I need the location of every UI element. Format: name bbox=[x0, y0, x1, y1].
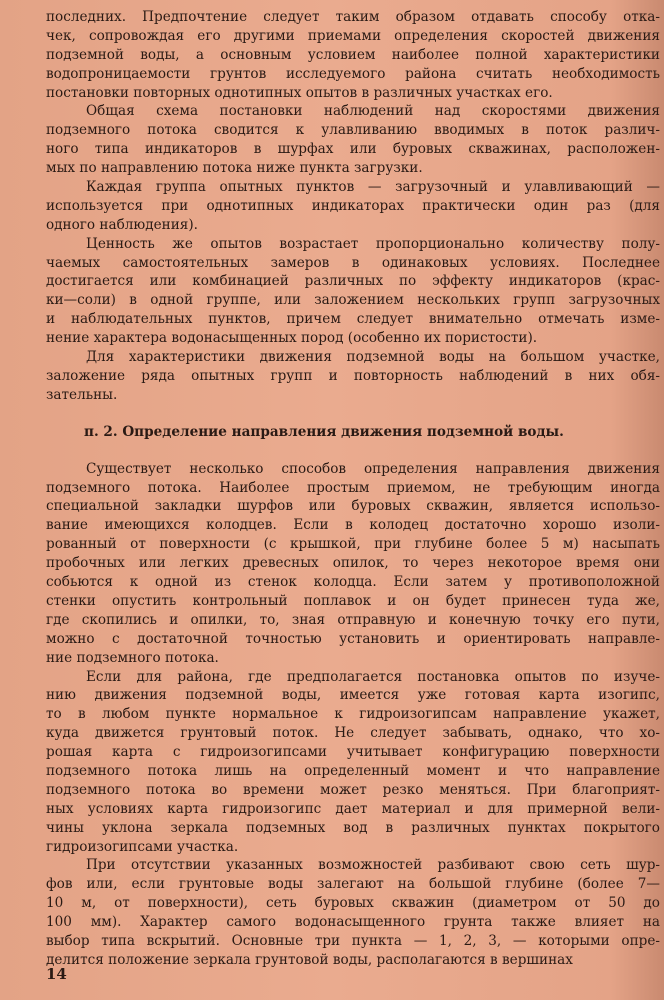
text-line: 10 м, от поверхности), сеть буровых скважин (диаметром от 50 до bbox=[46, 895, 660, 912]
text-line: Каждая группа опытных пунктов — загрузочный и улавливающий — bbox=[86, 179, 660, 196]
text-line: подземного потока сводится к улавливанию вводимых в поток различ- bbox=[46, 122, 660, 139]
text-line: используется при однотипных индикаторах практически один раз (для bbox=[46, 197, 660, 214]
text-line: постановки повторных однотипных опытов в различных участках его. bbox=[46, 84, 553, 101]
page-number: 14 bbox=[46, 965, 67, 983]
text-line: собьются к одной из стенок колодца. Если затем у противоположной bbox=[46, 574, 660, 591]
text-line: чаемых самостоятельных замеров в одинаковых условиях. Последнее bbox=[46, 254, 660, 271]
text-line: и наблюдательных пунктов, причем следует внимательно отмечать изме- bbox=[46, 311, 660, 328]
text-line: подземного потока во времени может резко меняться. При благоприят- bbox=[46, 781, 660, 798]
text-line: выбор типа вскрытий. Основные три пункта — 1, 2, 3, — которыми опре- bbox=[46, 932, 660, 949]
text-line: заложение ряда опытных групп и повторность наблюдений в них обя- bbox=[46, 367, 660, 384]
text-line: вание имеющихся колодцев. Если в колодец достаточно хорошо изоли- bbox=[46, 517, 660, 534]
text-line: Для характеристики движения подземной воды на большом участке, bbox=[86, 349, 660, 366]
text-line: куда движется грунтовый поток. Не следует забывать, однако, что хо- bbox=[46, 725, 660, 742]
text-line: 100 мм). Характер самого водонасыщенного грунта также влияет на bbox=[46, 914, 660, 931]
text-line: последних. Предпочтение следует таким образом отдавать способу отка- bbox=[46, 9, 660, 25]
text-line: ных условиях карта гидроизогипс дает материал и для примерной вели- bbox=[46, 800, 660, 817]
text-line: фов или, если грунтовые воды залегают на большой глубине (более 7— bbox=[46, 876, 660, 893]
text-line: пробочных или легких древесных опилок, то через некоторое время они bbox=[46, 555, 660, 572]
text-line: подземного потока. Наиболее простым приемом, не требующим иногда bbox=[46, 479, 660, 496]
text-line: делится положение зеркала грунтовой воды, располагаются в вершинах bbox=[46, 951, 573, 968]
text-line: Если для района, где предполагается постановка опытов по изуче- bbox=[86, 668, 660, 685]
text-before-heading bbox=[46, 8, 660, 405]
text-line: стенки опустить контрольный поплавок и он будет принесен туда же, bbox=[46, 592, 660, 609]
text-line: чины уклона зеркала подземных вод в различных пунктах покрытого bbox=[46, 819, 660, 836]
text-line: Существует несколько способов определения направления движения bbox=[86, 460, 660, 477]
text-line: гидроизогипсами участка. bbox=[46, 838, 239, 855]
section-heading: п. 2. Определение направления движения подземной воды. bbox=[84, 423, 564, 440]
text-line: рошая карта с гидроизогипсами учитывает конфигурацию поверхности bbox=[46, 744, 660, 761]
text-line: одного наблюдения). bbox=[46, 216, 198, 233]
text-line: подземной воды, а основным условием наиболее полной характеристики bbox=[46, 46, 660, 63]
text-line: подземного потока лишь на определенный момент и что направление bbox=[46, 762, 660, 779]
text-line: нение характера водонасыщенных пород (особенно их пористости). bbox=[46, 330, 538, 347]
text-line: достигается или комбинацией различных по эффекту индикаторов (крас- bbox=[46, 273, 660, 290]
text-line: нию движения подземной воды, имеется уже готовая карта изогипс, bbox=[46, 687, 660, 704]
text-line: Общая схема постановки наблюдений над скоростями движения bbox=[86, 103, 660, 120]
text-line: ние подземного потока. bbox=[46, 649, 219, 666]
text-line: где скопились и опилки, то, зная отправную и конечную точку его пути, bbox=[46, 611, 660, 628]
text-line: При отсутствии указанных возможностей разбивают свою сеть шур- bbox=[86, 857, 660, 874]
text-line: можно с достаточной точностью установить и ориентировать направле- bbox=[46, 630, 660, 647]
text-line: рованный от поверхности (с крышкой, при глубине более 5 м) насыпать bbox=[46, 536, 660, 553]
text-after-heading bbox=[46, 460, 660, 970]
text-line: чек, сопровождая его другими приемами определения скоростей движения bbox=[46, 27, 660, 44]
text-line: ного типа индикаторов в шурфах или буровых скважинах, расположен- bbox=[46, 141, 660, 158]
text-line: зательны. bbox=[46, 386, 118, 403]
text-line: Ценность же опытов возрастает пропорционально количеству полу- bbox=[86, 235, 660, 252]
text-line: мых по направлению потока ниже пункта загрузки. bbox=[46, 160, 423, 177]
text-line: специальной закладки шурфов или буровых скважин, является использо- bbox=[46, 498, 660, 515]
text-line: водопроницаемости грунтов исследуемого района считать необходимость bbox=[46, 65, 660, 82]
text-line: ки—соли) в одной группе, или заложением нескольких групп загрузочных bbox=[46, 292, 660, 309]
text-line: то в любом пункте нормальное к гидроизогипсам направление укажет, bbox=[46, 706, 660, 723]
